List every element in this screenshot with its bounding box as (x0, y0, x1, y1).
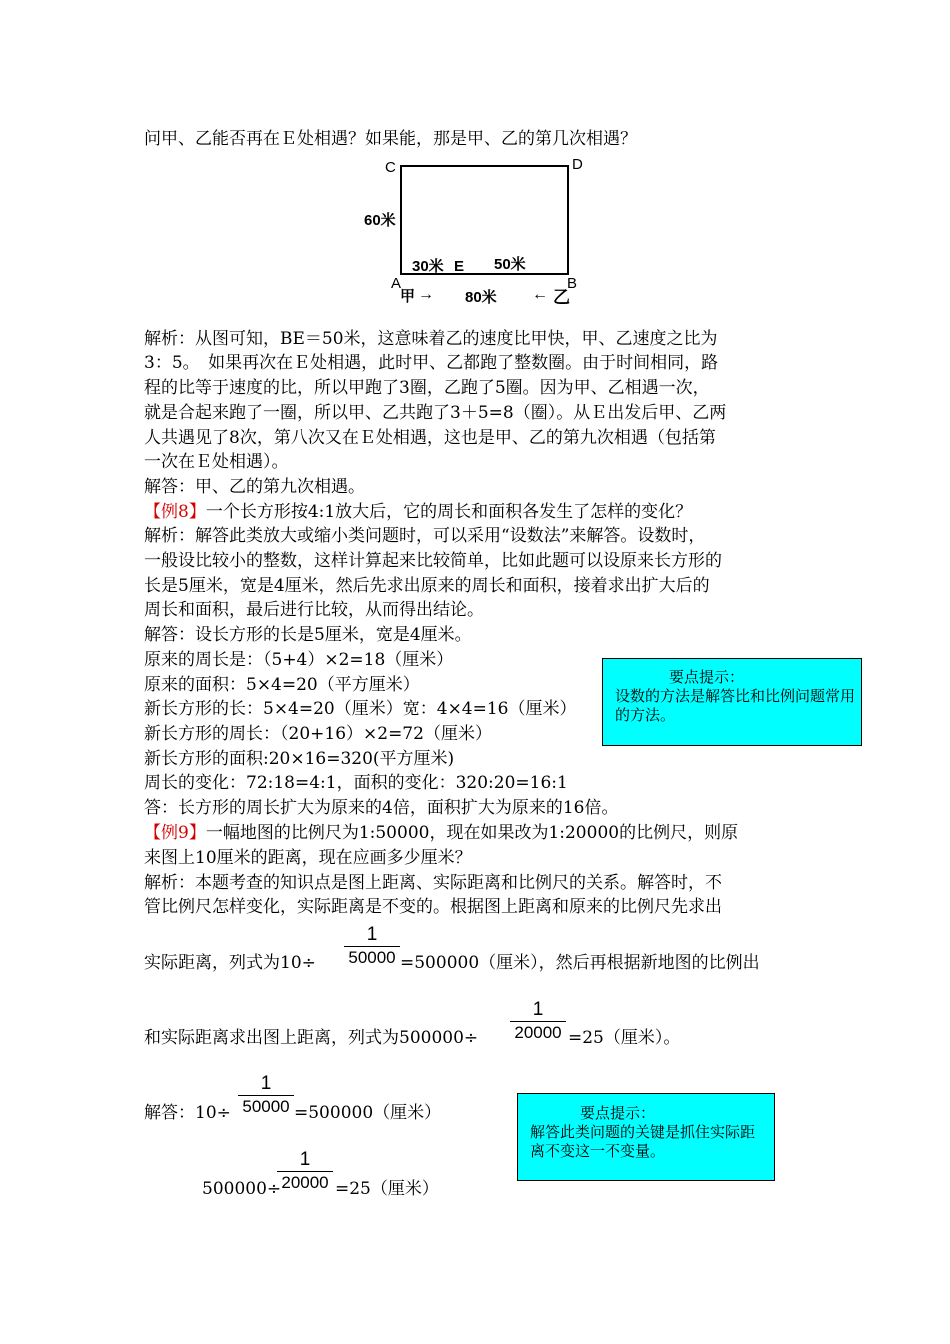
ex8-question-text: 一个长方形按4:1放大后，它的周长和面积各发生了怎样的变化？ (205, 502, 693, 522)
point-e-label: E (454, 258, 465, 275)
ex9-calc-line-2-after: =25（厘米）。 (568, 1028, 681, 1048)
ex8-tag: 【例8】 (144, 502, 206, 522)
fraction-denominator: 50000 (348, 948, 396, 967)
bottom-total-label: 80米 (465, 289, 497, 306)
left-side-label: 60米 (364, 212, 396, 229)
fraction-1-50000-b (238, 1073, 294, 1118)
arrow-left-icon: ← (532, 286, 548, 303)
ex8-answer-line-8: 答：长方形的周长扩大为原来的4倍，面积扩大为原来的16倍。 (144, 798, 619, 818)
fraction-numerator: 1 (299, 1149, 311, 1170)
ex7-analysis-line-1: 解析：从图可知，BE＝50米，这意味着乙的速度比甲快，甲、乙速度之比为 (144, 329, 718, 349)
ex8-analysis-line-2: 一般设比较小的整数，这样计算起来比较简单，比如此题可以设原来长方形的 (144, 551, 722, 571)
ex8-analysis-line-3: 长是5厘米，宽是4厘米，然后先求出原来的周长和面积，接着求出扩大后的 (144, 576, 710, 596)
ex9-question-text: 一幅地图的比例尺为1:50000，现在如果改为1:20000的比例尺，则原 (205, 823, 739, 843)
corner-a-label: A (391, 275, 402, 292)
ex9-calc-line-1-after: =500000（厘米），然后再根据新地图的比例出 (400, 953, 760, 973)
corner-d-label: D (572, 156, 583, 173)
ex8-tip-box (602, 658, 862, 746)
ex7-analysis-line-2: 3：5。 如果再次在Ｅ处相遇，此时甲、乙都跑了整数圈。由于时间相同，路 (144, 353, 719, 373)
fraction-1-20000-b (277, 1149, 333, 1194)
fraction-denominator: 50000 (242, 1097, 290, 1116)
fraction-numerator: 1 (260, 1073, 272, 1094)
corner-c-label: C (385, 159, 396, 176)
ex8-analysis-line-4: 周长和面积，最后进行比较，从而得出结论。 (144, 600, 484, 620)
ex9-answer-line-2-after: =25（厘米） (335, 1179, 439, 1199)
ex9-tip-title: 要点提示： (580, 1104, 656, 1122)
ex7-analysis-line-4: 就是合起来跑了一圈，所以甲、乙共跑了3＋5=8（圈）。从Ｅ出发后甲、乙两 (144, 403, 727, 423)
ex9-question-line-2: 来图上10厘米的距离，现在应画多少厘米？ (144, 848, 472, 868)
fraction-1-20000-a (510, 999, 566, 1044)
fraction-denominator: 20000 (514, 1023, 562, 1042)
ex9-question-line-1 (144, 821, 738, 845)
ex9-tip-box (517, 1093, 775, 1181)
ex8-answer-line-5: 新长方形的周长：（20+16）×2=72（厘米） (144, 724, 492, 744)
ex8-answer-line-2: 原来的周长是：（5+4）×2=18（厘米） (144, 650, 454, 670)
ex9-answer-line-2-before: 500000÷ (202, 1179, 282, 1199)
ex9-analysis-line-1: 解析：本题考查的知识点是图上距离、实际距离和比例尺的关系。解答时，不 (144, 873, 722, 893)
ex8-answer-line-1: 解答：设长方形的长是5厘米，宽是4厘米。 (144, 625, 472, 645)
ex8-answer-line-3: 原来的面积：5×4=20（平方厘米） (144, 675, 420, 695)
ex9-tip-body: 解答此类问题的关键是抓住实际距离不变这一不变量。 (530, 1123, 756, 1160)
track-diagram (364, 152, 602, 312)
ex9-answer-line-1-before: 解答：10÷ (144, 1103, 231, 1123)
segment-ae-label: 30米 (412, 258, 444, 275)
fraction-denominator: 20000 (281, 1173, 329, 1192)
ex8-answer-line-4: 新长方形的长：5×4=20（厘米）宽：4×4=16（厘米） (144, 699, 577, 719)
walker-jia-label: 甲 (400, 288, 416, 305)
ex7-answer: 解答：甲、乙的第九次相遇。 (144, 477, 365, 497)
fraction-numerator: 1 (366, 924, 378, 945)
ex9-analysis-line-2: 管比例尺怎样变化，实际距离是不变的。根据图上距离和原来的比例尺先求出 (144, 897, 722, 917)
ex8-answer-line-6: 新长方形的面积:20×16=320(平方厘米) (144, 749, 455, 769)
fraction-1-50000-a (344, 924, 400, 969)
ex9-calc-line-1-before: 实际距离，列式为10÷ (144, 953, 316, 973)
ex7-analysis-line-5: 人共遇见了8次，第八次又在Ｅ处相遇，这也是甲、乙的第九次相遇（包括第 (144, 428, 716, 448)
ex7-analysis-line-6: 一次在Ｅ处相遇）。 (144, 452, 289, 472)
segment-eb-label: 50米 (494, 256, 526, 273)
fraction-numerator: 1 (532, 999, 544, 1020)
arrow-right-icon: → (418, 286, 434, 303)
ex8-tip-body: 设数的方法是解答比和比例问题常用的方法。 (615, 687, 856, 724)
ex8-analysis-line-1: 解析：解答此类放大或缩小类问题时，可以采用“设数法”来解答。设数时， (144, 526, 706, 546)
ex9-answer-line-1-after: =500000（厘米） (294, 1103, 442, 1123)
corner-b-label: B (567, 275, 578, 292)
ex8-question (144, 500, 692, 524)
question-line: 问甲、乙能否再在Ｅ处相遇？如果能，那是甲、乙的第几次相遇？ (144, 129, 637, 149)
ex7-analysis-line-3: 程的比等于速度的比，所以甲跑了3圈，乙跑了5圈。因为甲、乙相遇一次， (144, 378, 710, 398)
ex8-answer-line-7: 周长的变化：72:18=4:1，面积的变化：320:20=16:1 (144, 773, 568, 793)
ex9-calc-line-2-before: 和实际距离求出图上距离，列式为500000÷ (144, 1028, 479, 1048)
walker-yi-label: 乙 (553, 288, 570, 307)
ex8-tip-title: 要点提示： (669, 668, 745, 686)
ex9-tag: 【例9】 (144, 823, 206, 843)
